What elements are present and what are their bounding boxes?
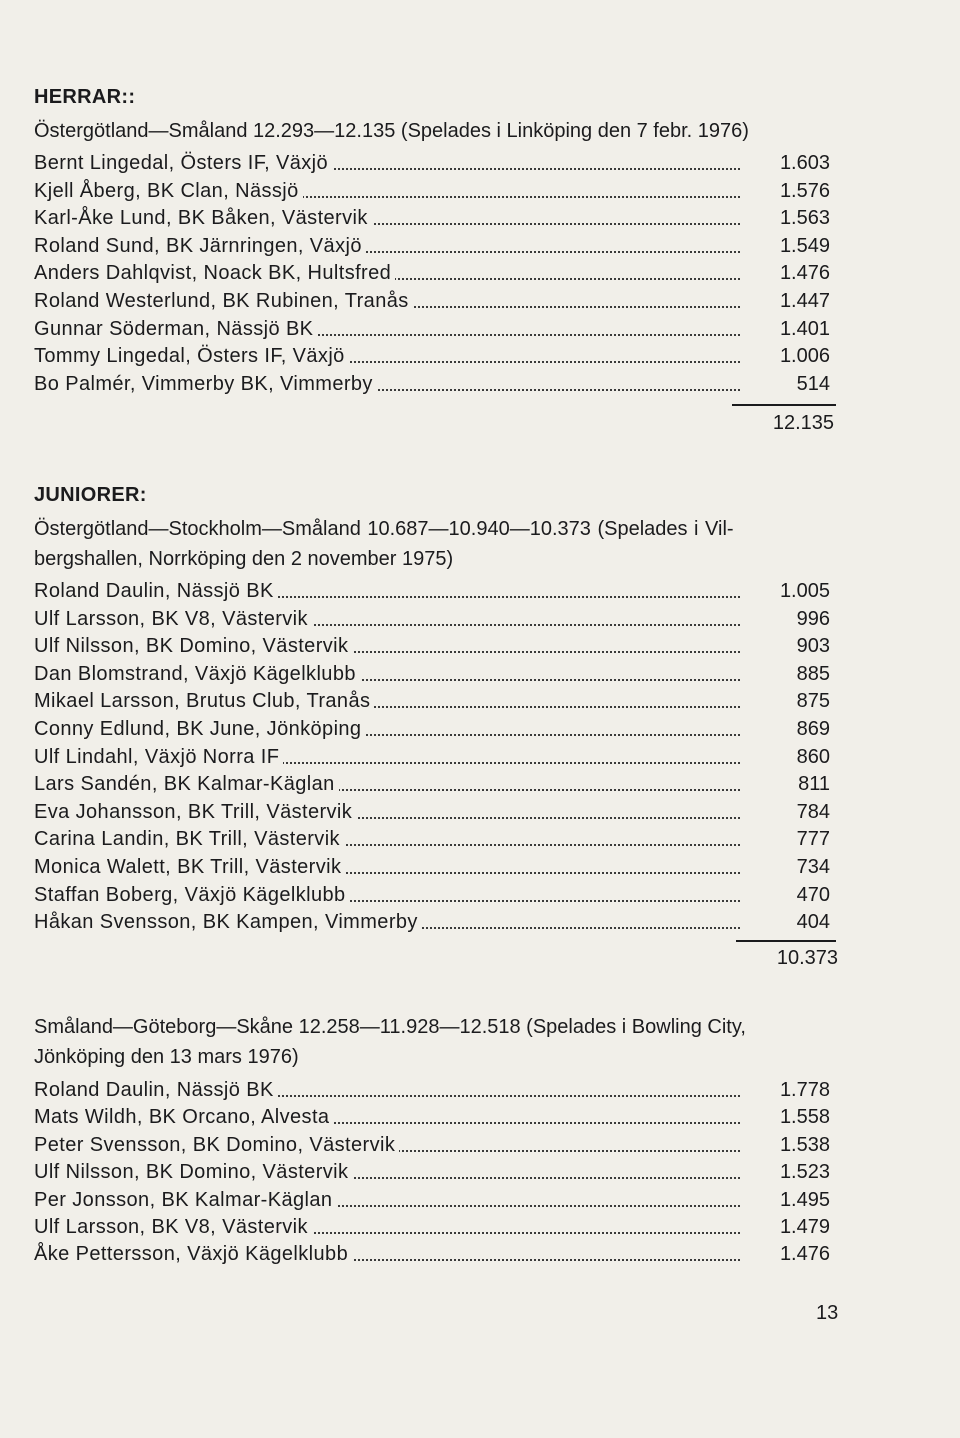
player-score: 1.479: [779, 1216, 830, 1238]
player-score: 1.006: [779, 345, 830, 368]
match-info-juniorer-line1: Östergötland—Stockholm—Småland 10.687—10.940—10.373 (Spelades i Vil-: [34, 518, 734, 540]
total-juniorer: 10.373: [776, 947, 838, 969]
player-score: 903: [796, 635, 830, 658]
result-row: [34, 635, 836, 661]
result-row: [34, 911, 836, 937]
result-row: [34, 663, 836, 689]
player-score: 875: [796, 690, 830, 713]
result-row: [34, 345, 836, 371]
result-row: [34, 1161, 836, 1187]
player-score: 996: [796, 607, 830, 630]
player-score: 777: [796, 828, 830, 851]
player-score: 1.538: [779, 1133, 830, 1156]
result-row: [34, 1134, 836, 1160]
player-name: Bernt Lingedal, Östers IF, Växjö: [34, 152, 332, 175]
player-score: 1.549: [779, 234, 830, 257]
player-name: Per Jonsson, BK Kalmar-Käglan: [34, 1189, 336, 1212]
match-info-herrar: Östergötland—Småland 12.293—12.135 (Spelades i Linköping den 7 febr. 1976): [34, 120, 749, 142]
player-name: Roland Daulin, Nässjö BK: [34, 1079, 278, 1102]
player-score: 784: [796, 800, 830, 823]
player-name: Staffan Boberg, Växjö Kägelklubb: [34, 884, 350, 907]
result-row: [34, 207, 836, 233]
section-heading-herrar: HERRAR::: [34, 86, 136, 108]
result-row: [34, 1079, 836, 1105]
player-name: Carina Landin, BK Trill, Västervik: [34, 828, 344, 851]
player-name: Eva Johansson, BK Trill, Västervik: [34, 801, 356, 824]
result-row: [34, 580, 836, 606]
result-row: [34, 856, 836, 882]
player-name: Åke Pettersson, Växjö Kägelklubb: [34, 1243, 352, 1266]
player-name: Monica Walett, BK Trill, Västervik: [34, 856, 345, 879]
player-name: Anders Dahlqvist, Noack BK, Hultsfred: [34, 262, 395, 285]
player-name: Tommy Lingedal, Östers IF, Växjö: [34, 345, 349, 368]
result-row: [34, 235, 836, 261]
player-score: 1.603: [779, 152, 830, 174]
player-name: Peter Svensson, BK Domino, Västervik: [34, 1134, 399, 1157]
sum-rule: [736, 940, 836, 942]
player-name: Mats Wildh, BK Orcano, Alvesta: [34, 1106, 333, 1129]
result-row: [34, 373, 836, 399]
player-name: Gunnar Söderman, Nässjö BK: [34, 318, 317, 341]
result-row: [34, 1216, 836, 1242]
result-row: [34, 1189, 836, 1215]
player-score: 1.558: [779, 1106, 830, 1129]
result-row: [34, 1106, 836, 1132]
player-name: Kjell Åberg, BK Clan, Nässjö: [34, 180, 303, 203]
player-score: 470: [796, 883, 830, 906]
player-name: Roland Daulin, Nässjö BK: [34, 580, 278, 603]
section-heading-juniorer: JUNIORER:: [34, 484, 147, 506]
player-name: Dan Blomstrand, Växjö Kägelklubb: [34, 663, 360, 686]
sum-rule: [732, 404, 836, 406]
result-row: [34, 608, 836, 634]
player-name: Roland Sund, BK Järnringen, Växjö: [34, 235, 366, 258]
player-name: Bo Palmér, Vimmerby BK, Vimmerby: [34, 373, 377, 396]
player-score: 885: [796, 662, 830, 685]
player-score: 1.476: [779, 1243, 830, 1266]
result-row: [34, 290, 836, 316]
result-row: [34, 180, 836, 206]
player-name: Ulf Larsson, BK V8, Västervik: [34, 1216, 312, 1239]
player-name: Mikael Larsson, Brutus Club, Tranås: [34, 690, 374, 713]
result-row: [34, 152, 836, 178]
result-row: [34, 262, 836, 288]
player-score: 811: [798, 773, 830, 796]
player-score: 1.447: [779, 290, 830, 312]
player-name: Håkan Svensson, BK Kampen, Vimmerby: [34, 911, 422, 934]
player-score: 734: [796, 856, 830, 878]
player-name: Conny Edlund, BK June, Jönköping: [34, 718, 365, 741]
player-score: 1.476: [779, 262, 830, 285]
page-number: 13: [816, 1302, 839, 1324]
player-score: 404: [796, 911, 830, 934]
player-score: 1.778: [779, 1079, 830, 1101]
player-name: Lars Sandén, BK Kalmar-Käglan: [34, 773, 339, 796]
result-row: [34, 1243, 836, 1269]
match-info-smaland-line2: Jönköping den 13 mars 1976): [34, 1046, 299, 1068]
player-score: 869: [796, 718, 830, 740]
player-name: Ulf Lindahl, Växjö Norra IF: [34, 746, 283, 769]
result-row: [34, 801, 836, 827]
result-row: [34, 773, 836, 799]
player-score: 1.523: [779, 1161, 830, 1184]
player-score: 1.401: [779, 317, 830, 340]
player-score: 1.495: [779, 1188, 830, 1211]
player-name: Ulf Larsson, BK V8, Västervik: [34, 608, 312, 631]
result-row: [34, 746, 836, 772]
player-name: Ulf Nilsson, BK Domino, Västervik: [34, 1161, 352, 1184]
player-name: Roland Westerlund, BK Rubinen, Tranås: [34, 290, 413, 313]
total-herrar: 12.135: [772, 412, 834, 434]
match-info-smaland-line1: Småland—Göteborg—Skåne 12.258—11.928—12.518 (Spelades i Bowling City,: [34, 1016, 746, 1038]
result-row: [34, 318, 836, 344]
result-row: [34, 884, 836, 910]
player-score: 860: [796, 745, 830, 768]
match-info-juniorer-line2: bergshallen, Norrköping den 2 november 1975): [34, 548, 454, 570]
player-name: Ulf Nilsson, BK Domino, Västervik: [34, 635, 352, 658]
player-score: 1.563: [779, 207, 830, 230]
result-row: [34, 718, 836, 744]
player-score: 1.005: [779, 580, 830, 602]
result-row: [34, 690, 836, 716]
player-score: 514: [796, 372, 830, 395]
player-name: Karl-Åke Lund, BK Båken, Västervik: [34, 207, 372, 230]
result-row: [34, 828, 836, 854]
player-score: 1.576: [779, 179, 830, 202]
